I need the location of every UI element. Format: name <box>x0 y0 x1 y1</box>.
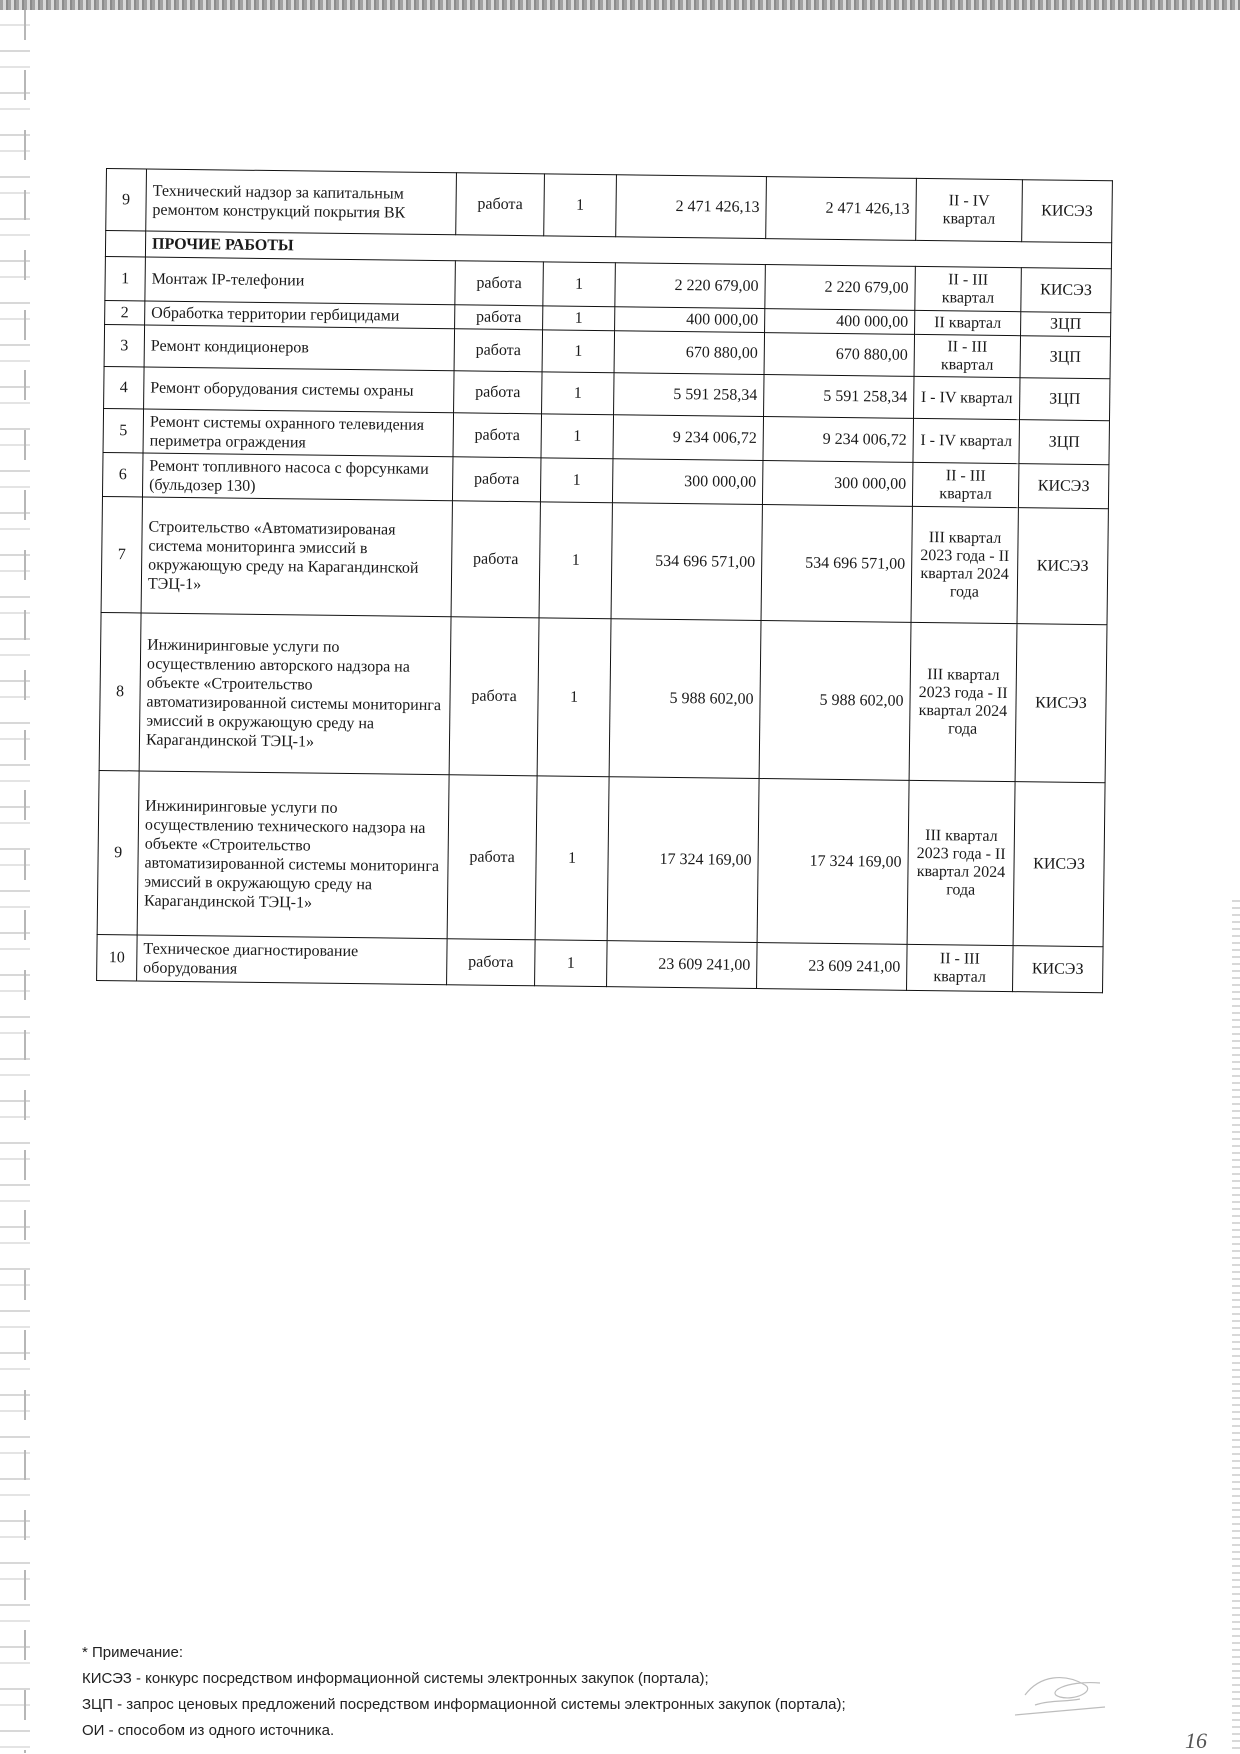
table-row <box>101 496 1108 624</box>
row-method: КИСЭЗ <box>1013 946 1104 993</box>
row-quantity: 1 <box>535 776 609 941</box>
row-total: 400 000,00 <box>765 309 915 335</box>
row-price: 23 609 241,00 <box>607 941 758 989</box>
row-quantity: 1 <box>544 174 617 237</box>
row-quantity: 1 <box>539 502 612 619</box>
works-table <box>96 168 1113 993</box>
row-name: Строительство «Автоматизированая система мониторинга эмиссий в окружающую среду на Карагандинской ТЭЦ-1» <box>141 497 452 617</box>
section-number-cell <box>105 231 145 257</box>
row-quantity: 1 <box>542 372 615 415</box>
row-quantity: 1 <box>543 306 615 331</box>
row-quantity: 1 <box>535 940 608 987</box>
row-number: 9 <box>97 770 139 934</box>
row-total: 300 000,00 <box>762 461 913 507</box>
row-price: 670 880,00 <box>614 331 765 375</box>
row-unit: работа <box>451 501 540 618</box>
row-total: 5 591 258,34 <box>764 375 915 419</box>
footnote-line-kisez: КИСЭЗ - конкурс посредством информационной системы электронных закупок (портала); <box>82 1670 709 1687</box>
row-period: II - III квартал <box>914 334 1021 377</box>
row-period: I - IV квартал <box>914 376 1021 419</box>
row-method: КИСЭЗ <box>1015 624 1107 783</box>
faint-stamp-mark <box>1005 1655 1115 1725</box>
row-price: 17 324 169,00 <box>607 777 759 943</box>
row-quantity: 1 <box>542 330 615 373</box>
row-period: II - III квартал <box>907 944 1014 991</box>
row-name: Обработка территории гербицидами <box>145 301 455 329</box>
row-number: 8 <box>99 612 141 770</box>
row-price: 2 220 679,00 <box>615 263 766 309</box>
row-name: Инжиниринговые услуги по осуществлению авторского надзора на объекте «Строительство автоматизированной системы мониторинга эмиссий в окружающую среду на Карагандинской ТЭЦ-1» <box>139 613 451 775</box>
row-total: 9 234 006,72 <box>763 417 914 463</box>
row-name: Ремонт системы охранного телевидения периметра ограждения <box>143 409 454 457</box>
row-name: Монтаж IP-телефонии <box>145 257 456 305</box>
row-number: 1 <box>105 256 146 300</box>
row-number: 9 <box>106 169 147 231</box>
row-unit: работа <box>455 305 543 330</box>
row-method: ЗЦП <box>1019 378 1110 421</box>
row-period: II - III квартал <box>915 266 1022 311</box>
row-unit: работа <box>447 775 537 940</box>
footnote-block <box>82 1640 1082 1744</box>
row-name: Техническое диагностирование оборудования <box>137 935 448 985</box>
row-number: 3 <box>104 324 145 366</box>
row-unit: работа <box>455 261 544 306</box>
row-total: 534 696 571,00 <box>761 505 912 623</box>
row-number: 10 <box>97 934 138 980</box>
row-name: Инжиниринговые услуги по осуществлению технического надзора на объекте «Строительство автоматизированной системы мониторинга эмиссий в окружающую среду на Карагандинской ТЭЦ-1» <box>137 771 449 939</box>
footnote-line-oi: ОИ - способом из одного источника. <box>82 1722 335 1739</box>
row-unit: работа <box>447 939 536 986</box>
row-method: КИСЭЗ <box>1022 180 1113 243</box>
row-number: 4 <box>104 366 145 408</box>
row-unit: работа <box>449 617 539 776</box>
row-quantity: 1 <box>541 414 614 459</box>
row-quantity: 1 <box>540 458 613 503</box>
row-name: Ремонт кондиционеров <box>144 325 454 371</box>
row-price: 5 988 602,00 <box>609 619 761 779</box>
row-method: ЗЦП <box>1019 420 1110 465</box>
row-price: 5 591 258,34 <box>614 373 765 417</box>
row-total: 5 988 602,00 <box>759 621 911 781</box>
row-number: 7 <box>101 496 142 612</box>
row-unit: работа <box>454 329 543 372</box>
row-price: 9 234 006,72 <box>613 415 764 461</box>
row-number: 6 <box>102 452 143 496</box>
row-period: III квартал 2023 года - II квартал 2024 года <box>911 506 1018 623</box>
row-quantity: 1 <box>537 618 611 777</box>
row-method: КИСЭЗ <box>1017 508 1108 625</box>
row-total: 2 220 679,00 <box>765 265 916 311</box>
row-unit: работа <box>456 173 545 236</box>
row-method: ЗЦП <box>1020 336 1111 379</box>
row-method: КИСЭЗ <box>1021 268 1112 313</box>
row-price: 2 471 426,13 <box>616 175 767 239</box>
row-period: III квартал 2023 года - II квартал 2024 года <box>907 780 1015 945</box>
footnote-line-zcp: ЗЦП - запрос ценовых предложений посредством информационной системы электронных закупок (портала); <box>82 1696 846 1713</box>
section-title: ПРОЧИЕ РАБОТЫ <box>145 231 1111 269</box>
row-total: 23 609 241,00 <box>757 943 908 991</box>
row-period: II квартал <box>915 310 1021 335</box>
row-price: 300 000,00 <box>612 459 763 505</box>
page-number: 16 <box>1185 1728 1207 1753</box>
scan-right-edge <box>1232 900 1240 1753</box>
row-total: 2 471 426,13 <box>766 177 917 241</box>
row-period: I - IV квартал <box>913 418 1020 463</box>
row-total: 670 880,00 <box>764 333 915 377</box>
table-row <box>99 612 1107 782</box>
row-quantity: 1 <box>543 262 616 307</box>
row-price: 400 000,00 <box>615 307 765 333</box>
row-method: КИСЭЗ <box>1013 782 1105 947</box>
row-period: III квартал 2023 года - II квартал 2024 года <box>909 622 1017 781</box>
row-period: II - III квартал <box>912 462 1019 507</box>
row-unit: работа <box>452 457 541 502</box>
row-name: Ремонт оборудования системы охраны <box>144 367 454 413</box>
table-row <box>97 770 1105 946</box>
row-name: Ремонт топливного насоса с форсунками (бульдозер 130) <box>142 453 453 501</box>
row-name: Технический надзор за капитальным ремонтом конструкций покрытия ВК <box>146 169 457 235</box>
row-number: 2 <box>105 300 145 324</box>
row-price: 534 696 571,00 <box>611 503 762 621</box>
row-period: II - IV квартал <box>916 178 1023 241</box>
scan-top-edge <box>0 0 1240 10</box>
row-method: КИСЭЗ <box>1018 464 1109 509</box>
footnote-title: * Примечание: <box>82 1644 183 1661</box>
row-number: 5 <box>103 408 144 452</box>
row-unit: работа <box>453 413 542 458</box>
scan-left-binding-edge <box>0 10 30 1753</box>
row-method: ЗЦП <box>1021 312 1111 337</box>
row-unit: работа <box>454 371 543 414</box>
row-total: 17 324 169,00 <box>757 779 909 945</box>
